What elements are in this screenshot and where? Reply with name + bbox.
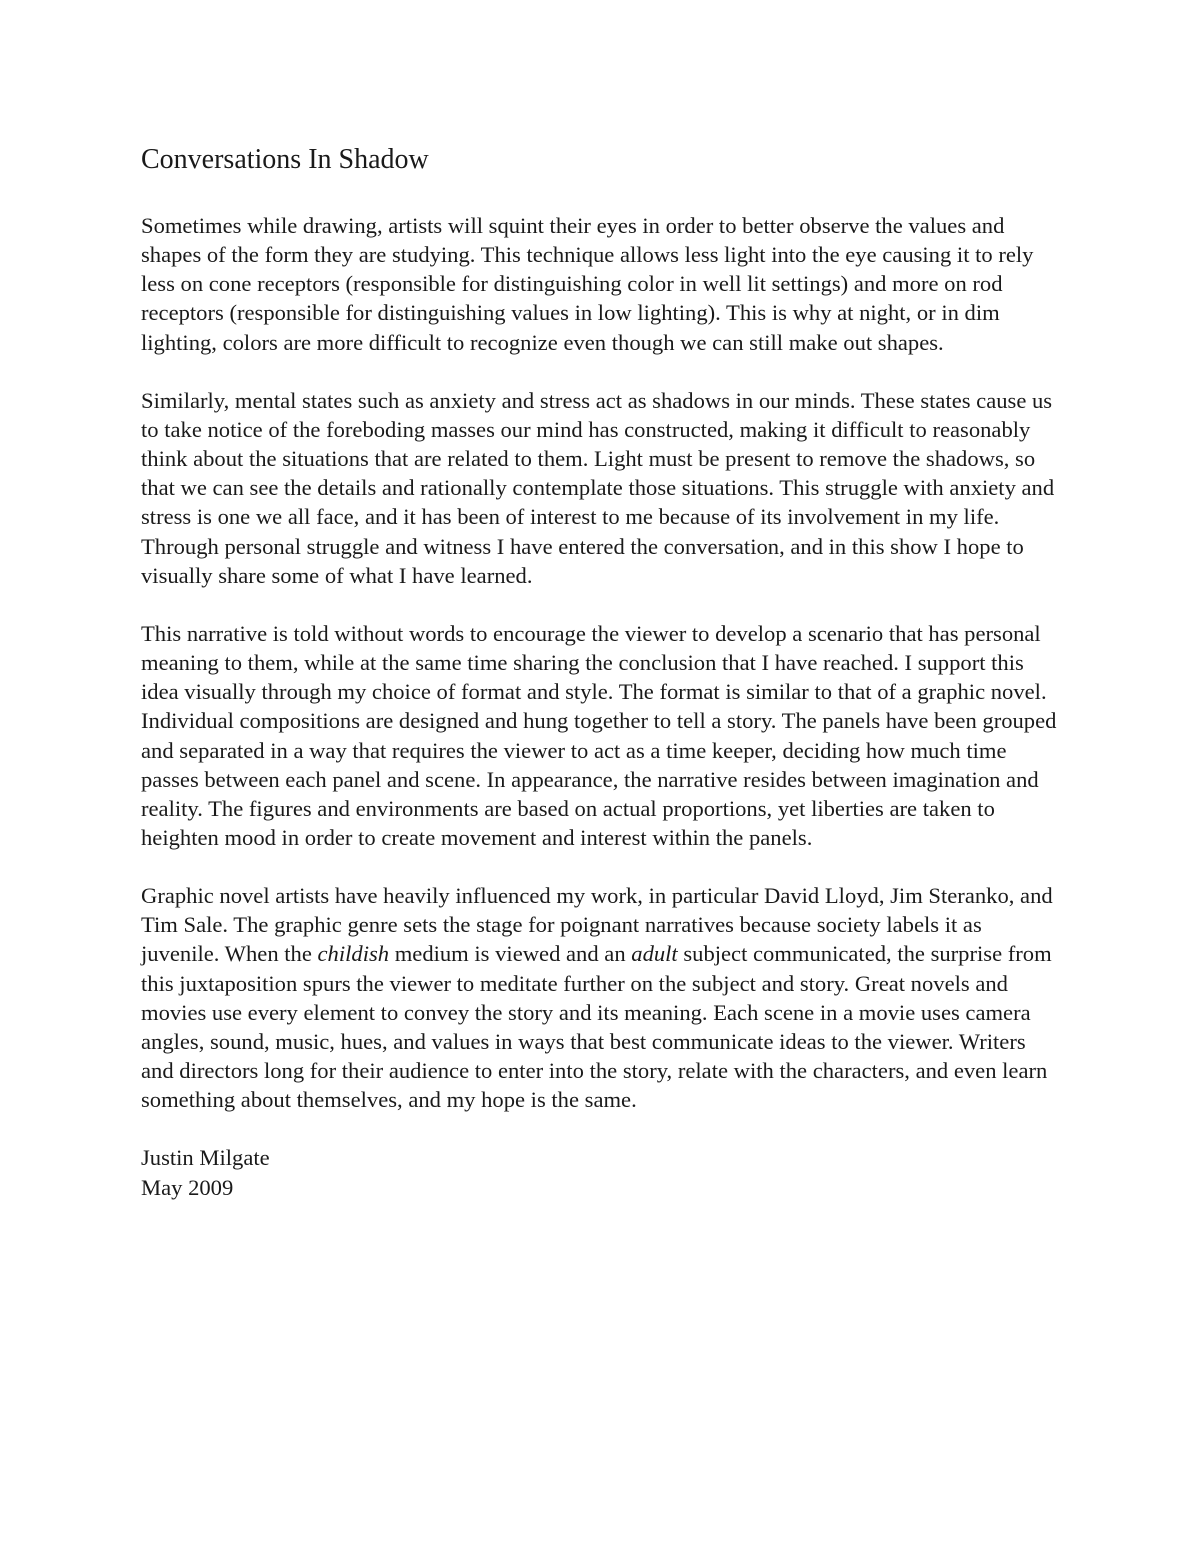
signature-date: May 2009 [141, 1174, 234, 1200]
paragraph-2: Similarly, mental states such as anxiety and stress act as shadows in our minds. These states cause us to take notice of the foreboding masses our mind has constructed, making it difficult to reasonably think about the situations that are related to them. Light must be present to remove the shadows, so that we can see the details and rationally contemplate those situations. This struggle with anxiety and stress is one we all face, and it has been of interest to me because of its involvement in my life. Through personal struggle and witness I have entered the conversation, and in this show I hope to visually share some of what I have learned. [141, 387, 1055, 588]
signature-block [141, 1143, 1061, 1201]
italic-word-childish: childish [317, 941, 390, 967]
paragraph-1: Sometimes while drawing, artists will squint their eyes in order to better observe the values and shapes of the form they are studying. This technique allows less light into the eye causing it to rely less on cone receptors (responsible for distinguishing color in well lit settings) and more on rod receptors (responsible for distinguishing values in low lighting). This is why at night, or in dim lighting, colors are more difficult to recognize even though we can still make out shapes. [141, 213, 1034, 355]
paragraph-4-text-c: subject communicated, the surprise from this juxtaposition spurs the viewer to meditate further on the subject and story. Great novels and movies use every element to convey the story and its meaning. Each scene in a movie uses camera angles, sound, music, hues, and values in ways that best communicate ideas to the viewer. Writers and directors long for their audience to enter into the story, relate with the characters, and even learn something about themselves, and my hope is the same. [141, 941, 1052, 1113]
document-page [141, 140, 1061, 1202]
paragraph-4 [141, 881, 1061, 1114]
italic-word-adult: adult [631, 941, 678, 967]
document-title: Conversations In Shadow [141, 144, 429, 175]
author-name: Justin Milgate [141, 1145, 270, 1171]
paragraph-4-text-b: medium is viewed and an [389, 941, 632, 967]
paragraph-3: This narrative is told without words to encourage the viewer to develop a scenario that has personal meaning to them, while at the same time sharing the conclusion that I have reached. I support this idea visually through my choice of format and style. The format is similar to that of a graphic novel. Individual compositions are designed and hung together to tell a story. The panels have been grouped and separated in a way that requires the viewer to act as a time keeper, deciding how much time passes between each panel and scene. In appearance, the narrative resides between imagination and reality. The figures and environments are based on actual proportions, yet liberties are taken to heighten mood in order to create movement and interest within the panels. [141, 620, 1057, 850]
paragraph-4-text-a: Graphic novel artists have heavily influenced my work, in particular David Lloyd, Jim Steranko, and Tim Sale. The graphic genre sets the stage for poignant narratives because society labels it as juvenile. When the [141, 883, 1053, 967]
